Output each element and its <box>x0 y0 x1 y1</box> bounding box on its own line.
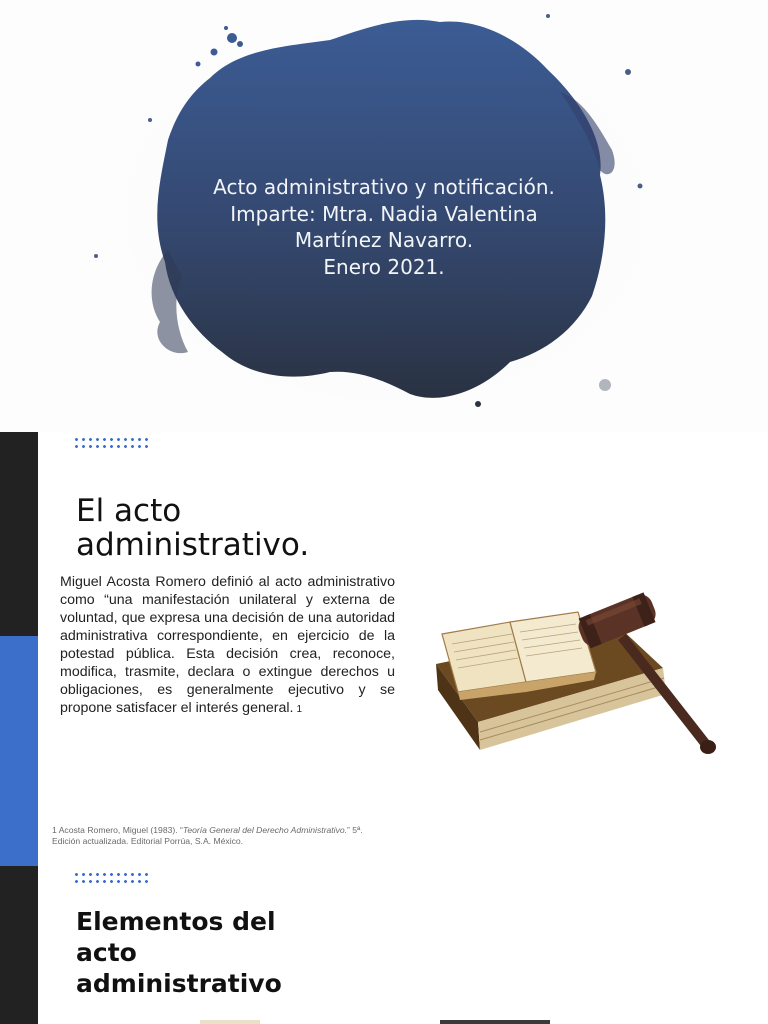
footnote-suffix: ” 5ª. Edición actualizada. Editorial Porrúa, S.A. México. <box>52 825 363 846</box>
slide-heading-line-1: El acto <box>76 493 182 529</box>
footnote-book-title: Teoría General del Derecho Administrativo. <box>182 825 348 835</box>
slide-heading <box>76 906 396 999</box>
footnote-citation <box>52 825 392 847</box>
sidebar-bar-dark <box>0 432 38 636</box>
book-and-gavel-icon <box>418 572 736 778</box>
footnote-prefix: 1 Acosta Romero, Miguel (1983). “ <box>52 825 183 835</box>
footnote-reference: 1 <box>296 704 303 715</box>
acto-administrativo-slide <box>0 432 768 866</box>
dot-pattern-decoration <box>73 871 149 883</box>
image-edge-preview <box>440 1020 550 1024</box>
title-line-date: Enero 2021. <box>323 254 445 279</box>
title-slide <box>0 0 768 432</box>
dot-pattern-decoration <box>73 436 149 448</box>
slide-heading-line-2: administrativo. <box>76 527 310 563</box>
presentation-title <box>150 174 618 280</box>
elementos-slide <box>0 866 768 1024</box>
image-edge-preview <box>200 1020 260 1024</box>
title-line-instructor: Imparte: Mtra. Nadia Valentina <box>230 201 538 226</box>
sidebar-bar-blue <box>0 636 38 866</box>
definition-paragraph <box>60 573 395 719</box>
title-line-topic: Acto administrativo y notificación. <box>213 175 555 199</box>
definition-text: Miguel Acosta Romero definió al acto administrativo como “una manifestación unilateral y externa de voluntad, que expresa una decisión de una autoridad administrativa correspondiente, en ejercicio de la potestad pública. Esta decisión crea, reconoce, modifica, trasmite, declara o extingue derechos u obligaciones, es generalmente ejecutivo y se propone satisfacer el interés general. <box>60 574 395 716</box>
title-line-instructor-surname: Martínez Navarro. <box>294 228 474 252</box>
slide-heading-line-3: administrativo <box>76 969 282 998</box>
sidebar-bar-dark <box>0 866 38 1024</box>
slide-heading-line-1: Elementos del <box>76 907 276 936</box>
slide-heading-line-2: acto <box>76 938 137 967</box>
slide-heading <box>76 494 396 562</box>
